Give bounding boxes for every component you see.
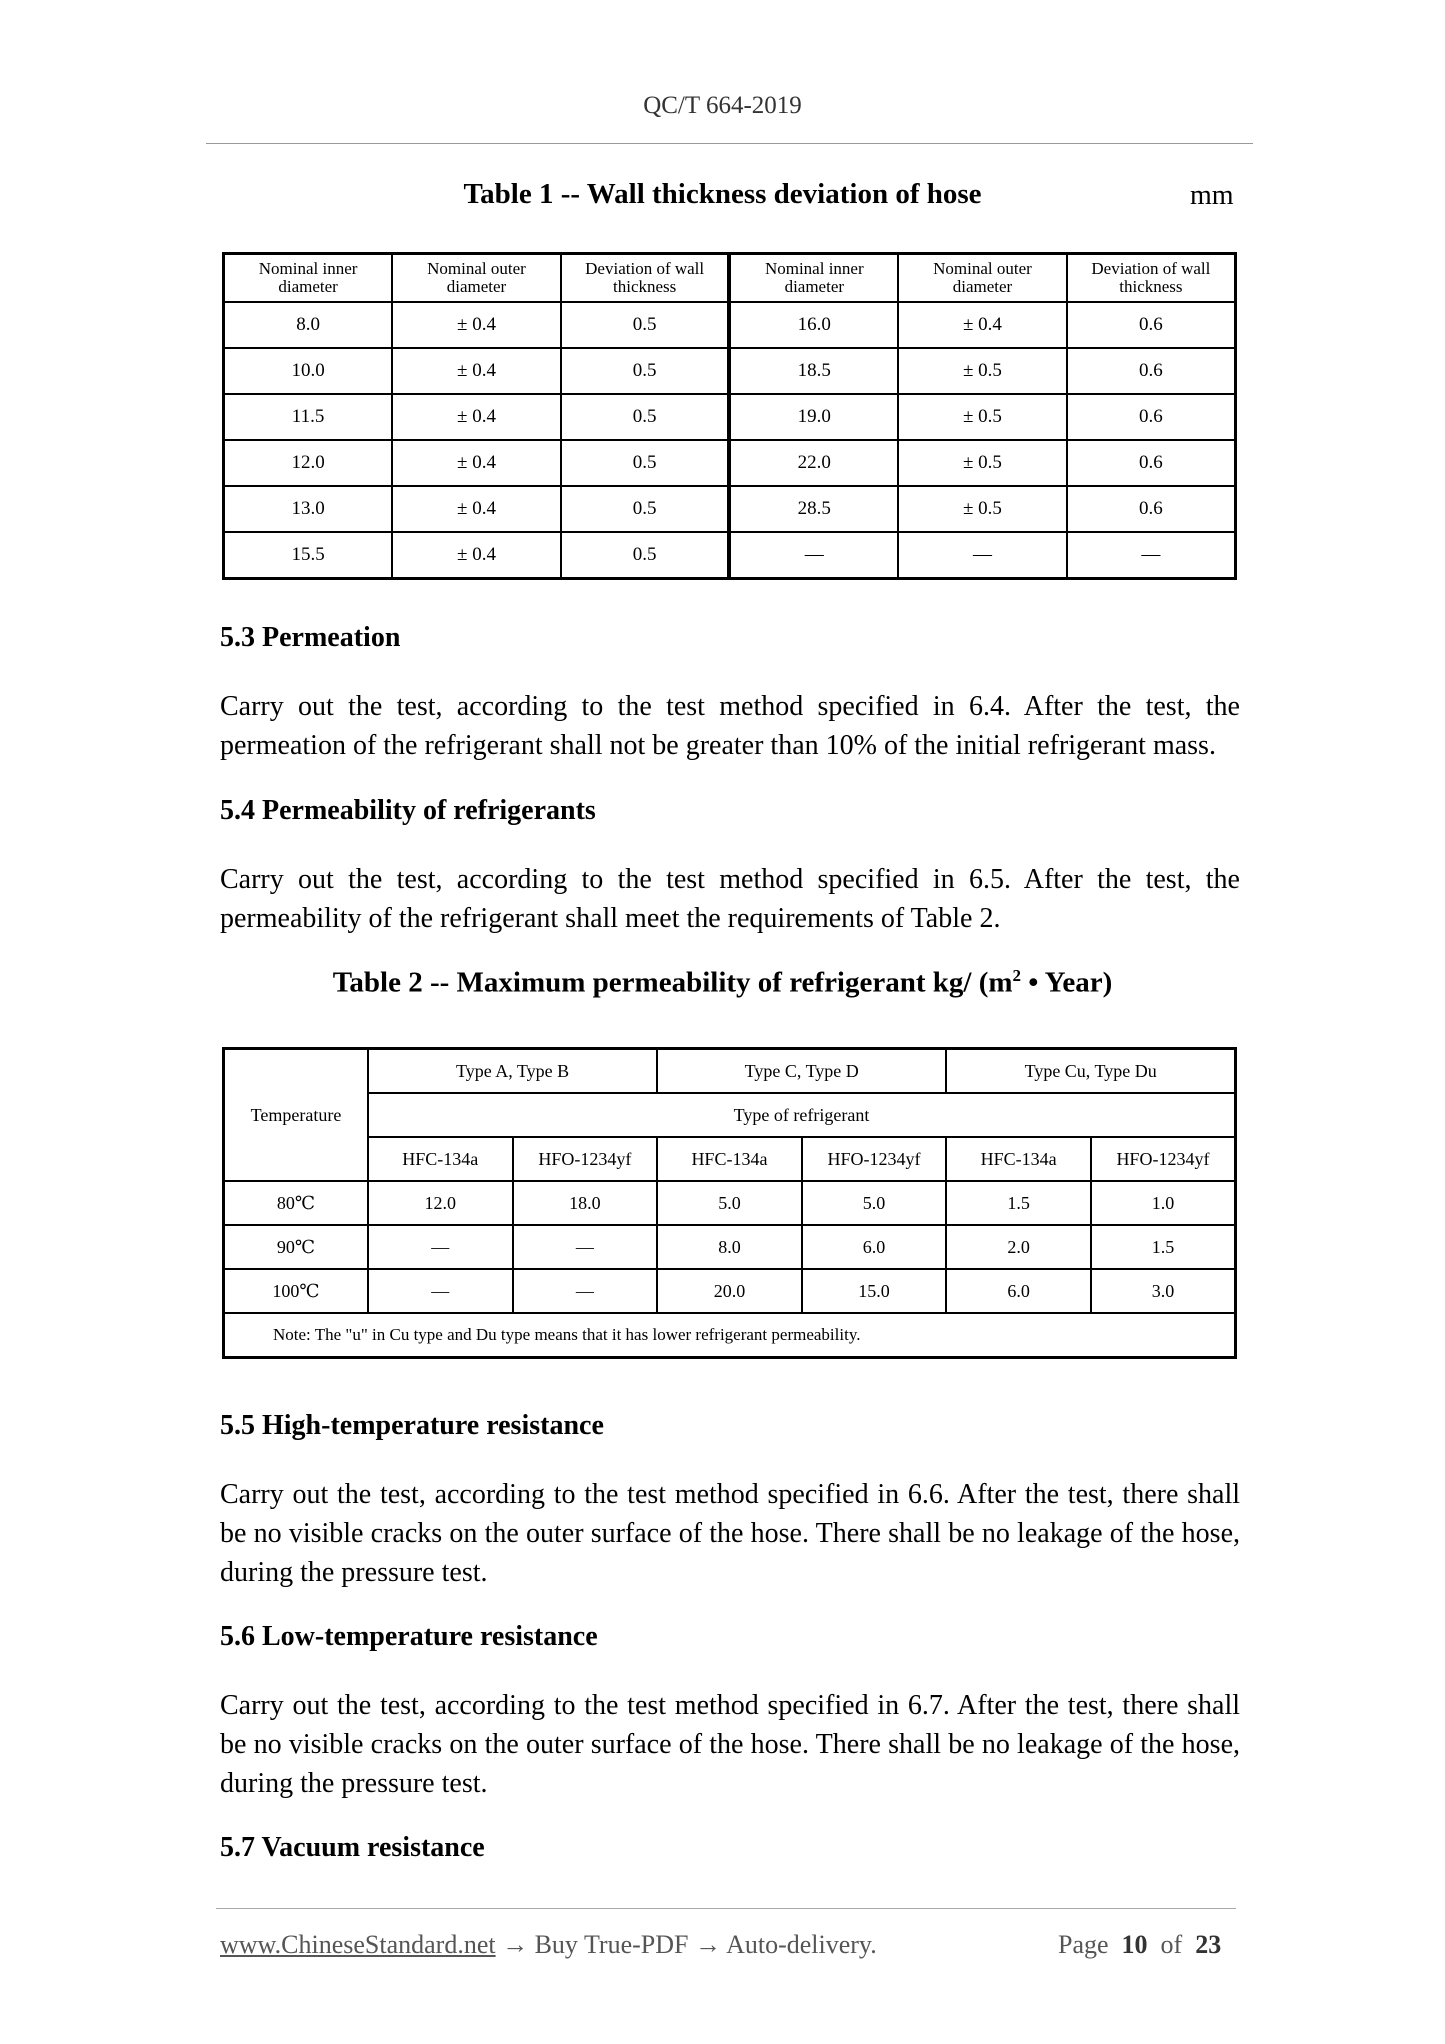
- arrow-right-icon: →: [502, 1930, 529, 1959]
- table-header-cell: HFO-1234yf: [802, 1137, 947, 1181]
- table-cell: 19.0: [729, 394, 898, 440]
- table-row: [224, 1269, 1236, 1313]
- table-cell: 0.5: [561, 440, 730, 486]
- table-cell: 12.0: [368, 1181, 513, 1225]
- table-cell: 13.0: [224, 486, 393, 532]
- section-heading-5-7: 5.7 Vacuum resistance: [220, 1832, 485, 1863]
- table-cell: 90℃: [224, 1225, 369, 1269]
- table-header-cell: Nominal outer diameter: [392, 254, 561, 303]
- table-cell: 1.5: [1091, 1225, 1236, 1269]
- table-cell: ± 0.5: [898, 348, 1067, 394]
- page-indicator: [1058, 1930, 1221, 1960]
- table-header-cell: Nominal inner diameter: [729, 254, 898, 303]
- table-cell: 5.0: [802, 1181, 947, 1225]
- table-cell: 11.5: [224, 394, 393, 440]
- table-cell: 15.0: [802, 1269, 947, 1313]
- section-text-5-6: Carry out the test, according to the test method specified in 6.7. After the test, there shall be no visible cracks on the outer surface of the hose. There shall be no leakage of the hose, during the pressure test.: [220, 1690, 1240, 1799]
- section-heading-5-6: 5.6 Low-temperature resistance: [220, 1621, 598, 1652]
- footer-divider: [216, 1908, 1236, 1909]
- table-cell: 0.6: [1067, 394, 1236, 440]
- table2-note: Note: The "u" in Cu type and Du type means that it has lower refrigerant permeability.: [224, 1313, 1236, 1358]
- table-cell: 2.0: [946, 1225, 1091, 1269]
- buy-pdf-text: Buy True-PDF: [534, 1930, 689, 1959]
- table-cell: 18.0: [513, 1181, 658, 1225]
- table1-unit: mm: [1190, 180, 1234, 211]
- table-cell: ± 0.4: [898, 302, 1067, 348]
- table1-wall-thickness: [222, 252, 1237, 580]
- table-cell: ± 0.4: [392, 440, 561, 486]
- table-header-cell: Type C, Type D: [657, 1049, 946, 1094]
- table-cell: ± 0.4: [392, 302, 561, 348]
- table-header-cell: HFC-134a: [946, 1137, 1091, 1181]
- table-cell: 6.0: [946, 1269, 1091, 1313]
- table-row: [224, 394, 1236, 440]
- table-cell: 0.5: [561, 348, 730, 394]
- table-cell: —: [513, 1225, 658, 1269]
- table-header-cell: HFC-134a: [368, 1137, 513, 1181]
- table-cell: 80℃: [224, 1181, 369, 1225]
- table-cell: 12.0: [224, 440, 393, 486]
- table2-title-superscript: 2: [1012, 966, 1022, 985]
- table-row: [224, 348, 1236, 394]
- table-header-cell: HFO-1234yf: [513, 1137, 658, 1181]
- table-row: [224, 1181, 1236, 1225]
- table-note-row: [224, 1313, 1236, 1358]
- table-cell: 3.0: [1091, 1269, 1236, 1313]
- table-cell: ± 0.4: [392, 348, 561, 394]
- table-header-row: [224, 254, 1236, 303]
- table-cell: ± 0.4: [392, 486, 561, 532]
- table-cell: 5.0: [657, 1181, 802, 1225]
- table-header-cell: Type A, Type B: [368, 1049, 657, 1094]
- table1-title: Table 1 -- Wall thickness deviation of hose: [463, 178, 982, 210]
- table-cell: 1.0: [1091, 1181, 1236, 1225]
- table-cell: 0.6: [1067, 348, 1236, 394]
- table-header-cell: Nominal outer diameter: [898, 254, 1067, 303]
- section-heading-5-5: 5.5 High-temperature resistance: [220, 1410, 604, 1441]
- table-cell: 15.5: [224, 532, 393, 579]
- table-header-cell: Nominal inner diameter: [224, 254, 393, 303]
- table-cell: 0.6: [1067, 302, 1236, 348]
- table-cell: 0.6: [1067, 486, 1236, 532]
- section-text-5-3: Carry out the test, according to the test method specified in 6.4. After the test, the permeation of the refrigerant shall not be greater than 10% of the initial refrigerant mass.: [220, 691, 1240, 761]
- footer-promo: [220, 1930, 877, 1960]
- table-cell: 0.5: [561, 394, 730, 440]
- table-cell: —: [729, 532, 898, 579]
- table-header-cell: Temperature: [224, 1049, 369, 1182]
- document-code: QC/T 664-2019: [643, 92, 802, 119]
- table-header-cell: HFO-1234yf: [1091, 1137, 1236, 1181]
- table-cell: —: [513, 1269, 658, 1313]
- table-row: [224, 486, 1236, 532]
- table-cell: —: [368, 1225, 513, 1269]
- table-cell: 20.0: [657, 1269, 802, 1313]
- table-cell: 28.5: [729, 486, 898, 532]
- table-header-row: [224, 1137, 1236, 1181]
- header-divider: [206, 143, 1253, 144]
- table-cell: —: [368, 1269, 513, 1313]
- table-cell: 100℃: [224, 1269, 369, 1313]
- auto-delivery-text: Auto-delivery.: [726, 1930, 877, 1959]
- table-header-row: [224, 1093, 1236, 1137]
- table-header-cell: HFC-134a: [657, 1137, 802, 1181]
- table-cell: 0.5: [561, 302, 730, 348]
- page-label: Page: [1058, 1930, 1109, 1959]
- table2-title-end: • Year): [1021, 966, 1113, 999]
- table-cell: 1.5: [946, 1181, 1091, 1225]
- section-text-5-4: Carry out the test, according to the test method specified in 6.5. After the test, the permeability of the refrigerant shall meet the requirements of Table 2.: [220, 864, 1240, 934]
- table-header-cell: Type of refrigerant: [368, 1093, 1236, 1137]
- table-cell: ± 0.4: [392, 394, 561, 440]
- page-total: 23: [1195, 1930, 1222, 1959]
- table-cell: 0.5: [561, 532, 730, 579]
- table-cell: 0.6: [1067, 440, 1236, 486]
- table2-title-main: Table 2 -- Maximum permeability of refrigerant kg/ (m: [332, 966, 1013, 999]
- arrow-right-icon: →: [695, 1930, 721, 1959]
- page-number: 10: [1121, 1930, 1148, 1959]
- section-heading-5-4: 5.4 Permeability of refrigerants: [220, 795, 596, 826]
- website-link[interactable]: www.ChineseStandard.net: [220, 1930, 496, 1959]
- table-cell: 10.0: [224, 348, 393, 394]
- table-cell: ± 0.5: [898, 440, 1067, 486]
- table-row: [224, 1225, 1236, 1269]
- table-header-row: [224, 1049, 1236, 1094]
- table-cell: —: [1067, 532, 1236, 579]
- table-cell: 18.5: [729, 348, 898, 394]
- table-cell: 6.0: [802, 1225, 947, 1269]
- table-cell: 8.0: [224, 302, 393, 348]
- table-row: [224, 532, 1236, 579]
- table-cell: ± 0.5: [898, 394, 1067, 440]
- table-cell: ± 0.4: [392, 532, 561, 579]
- table-cell: ± 0.5: [898, 486, 1067, 532]
- section-heading-5-3: 5.3 Permeation: [220, 622, 401, 653]
- table-cell: —: [898, 532, 1067, 579]
- table-row: [224, 440, 1236, 486]
- table-row: [224, 302, 1236, 348]
- section-text-5-5: Carry out the test, according to the test method specified in 6.6. After the test, there shall be no visible cracks on the outer surface of the hose. There shall be no leakage of the hose, during the pressure test.: [220, 1479, 1240, 1588]
- table-header-cell: Deviation of wall thickness: [1067, 254, 1236, 303]
- table-cell: 16.0: [729, 302, 898, 348]
- table2-title: [0, 966, 1445, 1000]
- of-label: of: [1160, 1930, 1183, 1959]
- table2-permeability: [222, 1047, 1237, 1359]
- table-header-cell: Deviation of wall thickness: [561, 254, 730, 303]
- table-cell: 0.5: [561, 486, 730, 532]
- table-cell: 22.0: [729, 440, 898, 486]
- table-cell: 8.0: [657, 1225, 802, 1269]
- table-header-cell: Type Cu, Type Du: [946, 1049, 1235, 1094]
